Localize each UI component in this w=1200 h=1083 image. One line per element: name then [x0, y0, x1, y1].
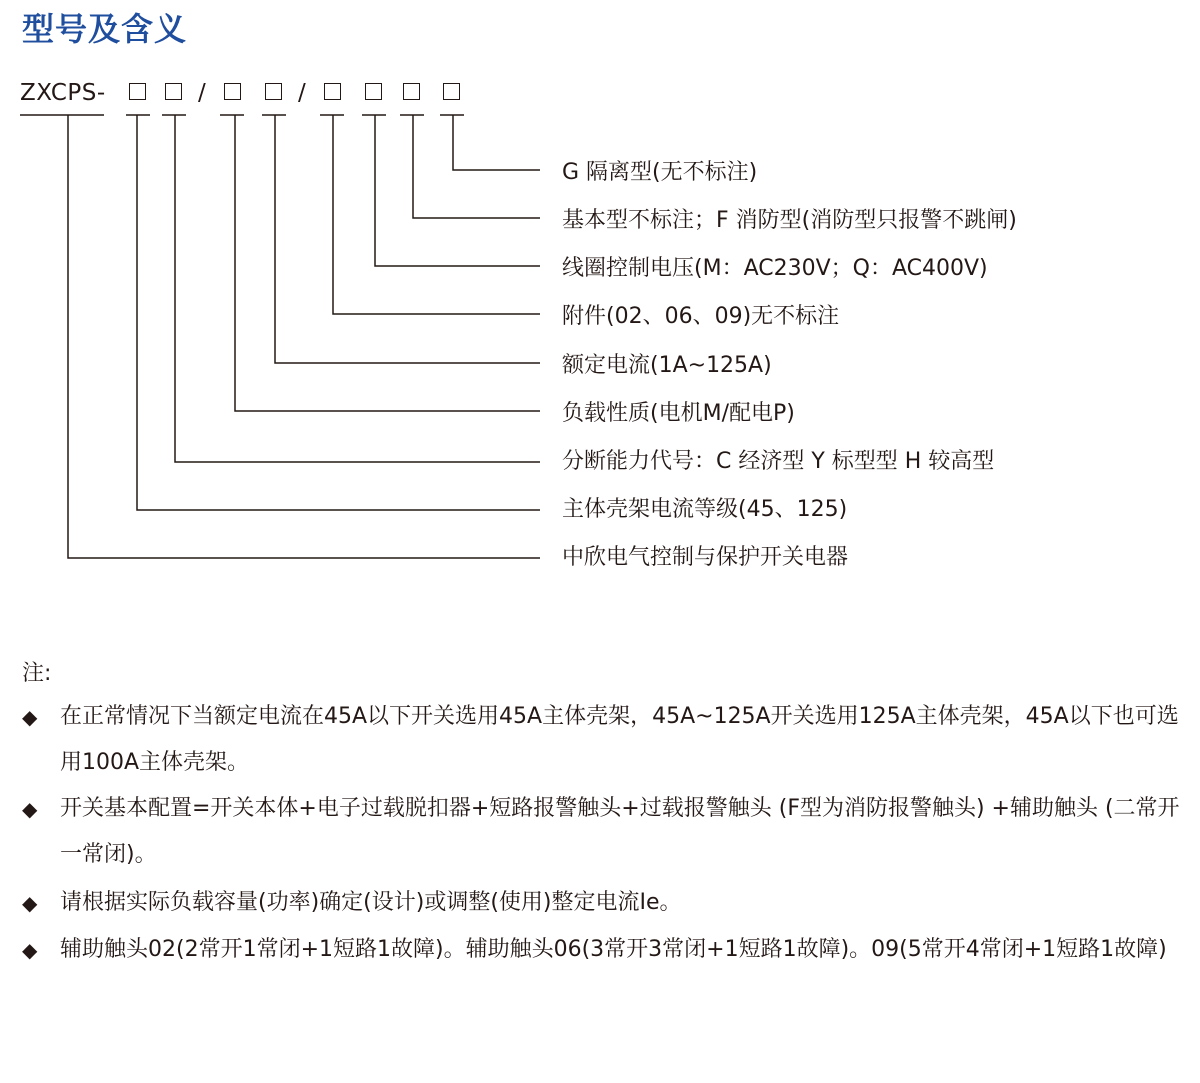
- field-label-isolation: G 隔离型(无不标注): [562, 160, 758, 185]
- field-label-breaking-capacity: 分断能力代号：C 经济型 Y 标型型 H 较高型: [562, 449, 995, 474]
- note-text: 请根据实际负载容量(功率)确定(设计)或调整(使用)整定电流Ie。: [60, 890, 682, 915]
- leader-line-2: [413, 115, 540, 218]
- note-text: 开关基本配置=开关本体+电子过载脱扣器+短路报警触头+过载报警触头 (F型为消防报警触头) +辅助触头 (二常开一常闭)。: [60, 796, 1180, 867]
- field-label-fire-type: 基本型不标注；F 消防型(消防型只报警不跳闸): [562, 208, 1017, 233]
- model-prefix-text: ZXCPS: [20, 80, 97, 106]
- note-item: [22, 880, 1182, 926]
- bullet-diamond-icon: ◆: [22, 938, 38, 962]
- note-text: 辅助触头02(2常开1常闭+1短路1故障)。辅助触头06(3常开3常闭+1短路1故障)。09(5常开4常闭+1短路1故障): [60, 937, 1167, 962]
- code-slot-7: [403, 83, 420, 100]
- code-slot-6: [365, 83, 382, 100]
- field-label-load-type: 负载性质(电机M/配电P): [562, 401, 795, 426]
- code-slot-4: [265, 83, 282, 100]
- model-prefix: [20, 80, 106, 106]
- code-slash-1: /: [198, 80, 206, 106]
- code-slot-5: [324, 83, 341, 100]
- note-item: [22, 927, 1182, 973]
- bullet-diamond-icon: ◆: [22, 797, 38, 821]
- leader-line-3: [375, 115, 540, 266]
- note-item: [22, 786, 1182, 878]
- leader-line-8: [137, 115, 540, 510]
- code-slash-2: /: [298, 80, 306, 106]
- leader-line-6: [235, 115, 540, 411]
- field-label-frame-current: 主体壳架电流等级(45、125): [562, 497, 848, 522]
- field-label-coil-voltage: 线圈控制电压(M：AC230V；Q：AC400V): [562, 256, 988, 281]
- model-dash: -: [96, 80, 106, 106]
- page-title: 型号及含义: [22, 10, 188, 48]
- field-label-product-name: 中欣电气控制与保护开关电器: [562, 545, 849, 570]
- code-slot-3: [224, 83, 241, 100]
- note-item: [22, 694, 1182, 786]
- note-text: 在正常情况下当额定电流在45A以下开关选用45A主体壳架，45A~125A开关选用125A主体壳架，45A以下也可选用100A主体壳架。: [60, 704, 1179, 775]
- field-label-rated-current: 额定电流(1A~125A): [562, 353, 772, 378]
- leader-line-5: [275, 115, 540, 363]
- leader-line-1: [453, 115, 540, 170]
- code-slot-2: [165, 83, 182, 100]
- bullet-diamond-icon: ◆: [22, 705, 38, 729]
- leader-line-7: [175, 115, 540, 462]
- code-slot-1: [129, 83, 146, 100]
- leader-line-9: [68, 115, 540, 558]
- bullet-diamond-icon: ◆: [22, 891, 38, 915]
- leader-line-4: [333, 115, 540, 314]
- field-label-accessory: 附件(02、06、09)无不标注: [562, 304, 840, 329]
- notes-heading: 注:: [22, 661, 52, 686]
- code-slot-8: [443, 83, 460, 100]
